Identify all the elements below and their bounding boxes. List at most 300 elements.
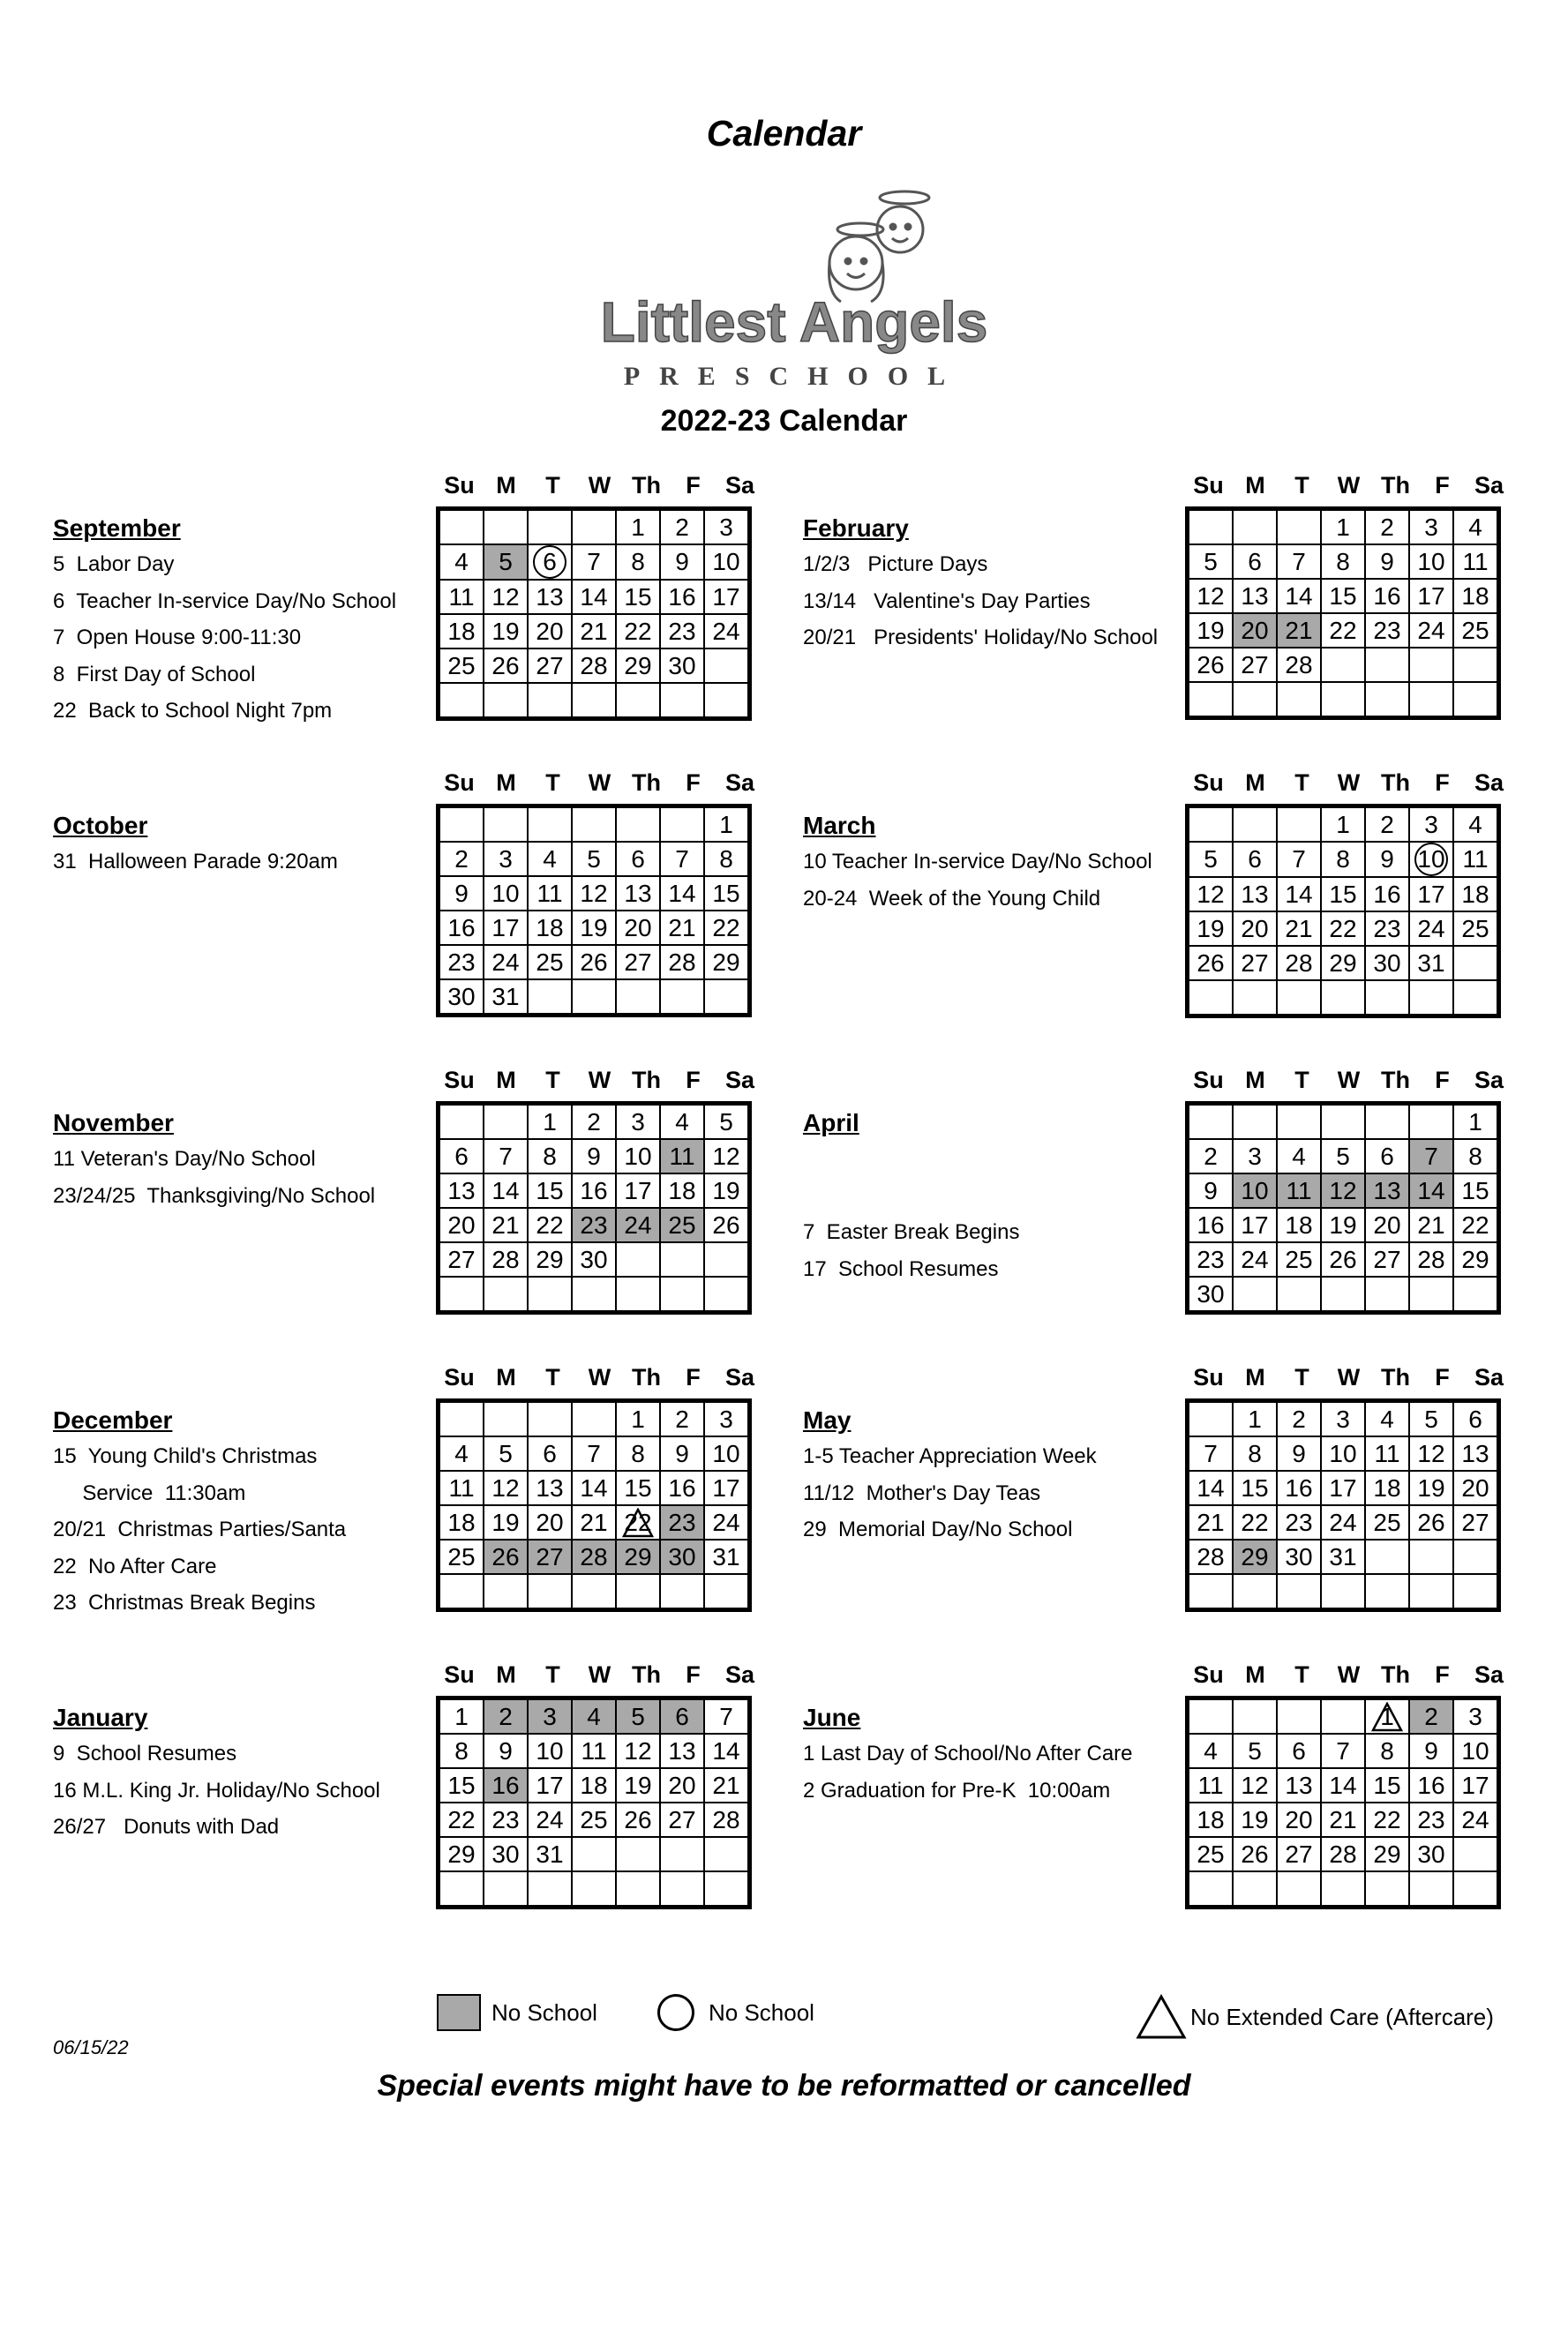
day-cell: 24 <box>528 1803 572 1837</box>
day-cell: 8 <box>439 1734 484 1768</box>
day-cell: 20 <box>1365 1208 1409 1242</box>
empty-cell <box>660 1871 704 1908</box>
day-cell: 10 <box>616 1139 660 1173</box>
weekday-label: Th <box>632 1364 661 1391</box>
day-cell: 2 <box>572 1104 616 1140</box>
weekday-label: W <box>588 1067 611 1093</box>
day-cell: 19 <box>616 1768 660 1803</box>
empty-cell <box>1365 1540 1409 1574</box>
empty-cell <box>1188 1574 1234 1610</box>
weekday-label: Su <box>1193 1661 1224 1688</box>
event-item: 20-24 Week of the Young Child <box>803 886 1101 911</box>
day-cell: 16 <box>1365 877 1409 911</box>
weekday-label: W <box>588 769 611 796</box>
empty-cell <box>439 1104 484 1140</box>
day-cell: 5 <box>1409 1401 1453 1437</box>
empty-cell <box>660 683 704 719</box>
day-cell: 12 <box>1188 579 1234 613</box>
weekday-label: T <box>545 769 560 796</box>
day-cell: 4 <box>1453 806 1499 843</box>
day-cell: 4 <box>572 1698 616 1735</box>
empty-cell <box>1188 1104 1234 1140</box>
day-cell: 6 <box>1453 1401 1499 1437</box>
empty-cell <box>439 1401 484 1437</box>
triangle-icon <box>1371 1702 1403 1732</box>
day-cell: 30 <box>1365 946 1409 980</box>
day-cell: 31 <box>1321 1540 1365 1574</box>
day-cell: 27 <box>528 648 572 683</box>
event-item: 1 Last Day of School/No After Care <box>803 1742 1133 1766</box>
empty-cell <box>1365 980 1409 1016</box>
shaded-square-icon <box>437 1994 481 2031</box>
day-cell: 18 <box>1453 579 1499 613</box>
empty-cell <box>1277 682 1321 718</box>
day-cell: 28 <box>1277 946 1321 980</box>
empty-cell <box>1453 1837 1499 1871</box>
day-cell: 7 <box>704 1698 750 1735</box>
empty-cell <box>1409 1574 1453 1610</box>
weekday-label: Sa <box>1474 1067 1504 1093</box>
empty-cell <box>1277 1104 1321 1140</box>
empty-cell <box>484 1871 528 1908</box>
legend-triangle-label: No Extended Care (Aftercare) <box>1190 2003 1494 2030</box>
day-cell: 15 <box>439 1768 484 1803</box>
empty-cell <box>1188 1698 1234 1735</box>
empty-cell <box>1409 1277 1453 1313</box>
weekday-header <box>436 1060 765 1101</box>
event-item: 16 M.L. King Jr. Holiday/No School <box>53 1778 380 1803</box>
empty-cell <box>1365 1574 1409 1610</box>
weekday-label: T <box>1294 1364 1309 1391</box>
day-cell: 11 <box>1453 544 1499 579</box>
empty-cell <box>528 1401 572 1437</box>
weekday-label: M <box>496 1661 516 1688</box>
day-cell: 21 <box>1321 1803 1365 1837</box>
day-cell: 28 <box>572 648 616 683</box>
weekday-label: W <box>1337 1067 1361 1093</box>
day-cell: 20 <box>1277 1803 1321 1837</box>
day-cell: 6 <box>1233 842 1277 877</box>
event-item: 22 No After Care <box>53 1554 217 1578</box>
day-cell: 14 <box>660 876 704 911</box>
event-item: 31 Halloween Parade 9:20am <box>53 850 338 874</box>
event-item: 23/24/25 Thanksgiving/No School <box>53 1183 376 1208</box>
weekday-header <box>436 762 765 804</box>
day-cell: 2 <box>1409 1698 1453 1735</box>
day-cell: 28 <box>572 1540 616 1574</box>
day-cell: 26 <box>1321 1242 1365 1277</box>
day-cell: 10 <box>1321 1436 1365 1471</box>
day-cell: 9 <box>572 1139 616 1173</box>
day-cell: 1 <box>616 509 660 545</box>
day-cell: 9 <box>484 1734 528 1768</box>
weekday-label: Th <box>632 1067 661 1093</box>
month-grid <box>1185 804 1501 1018</box>
day-cell: 10 <box>704 544 750 580</box>
day-cell: 13 <box>1233 579 1277 613</box>
day-cell: 12 <box>704 1139 750 1173</box>
empty-cell <box>1321 1574 1365 1610</box>
legend-triangle <box>1136 1994 1494 2040</box>
day-cell: 20 <box>528 1505 572 1540</box>
day-cell: 27 <box>1365 1242 1409 1277</box>
day-cell: 30 <box>572 1242 616 1277</box>
weekday-label: Sa <box>1474 1364 1504 1391</box>
day-cell <box>1409 842 1453 877</box>
weekday-label: Th <box>632 769 661 796</box>
angel-faces-icon <box>829 191 929 302</box>
day-cell: 28 <box>1321 1837 1365 1871</box>
empty-cell <box>1233 1277 1277 1313</box>
day-cell: 3 <box>616 1104 660 1140</box>
day-cell: 16 <box>439 911 484 945</box>
empty-cell <box>704 683 750 719</box>
day-cell: 20 <box>439 1208 484 1242</box>
event-item: 23 Christmas Break Begins <box>53 1591 316 1616</box>
weekday-label: F <box>1435 1661 1450 1688</box>
empty-cell <box>1277 806 1321 843</box>
day-cell: 7 <box>1277 544 1321 579</box>
day-cell: 3 <box>1409 509 1453 545</box>
empty-cell <box>1409 682 1453 718</box>
day-cell: 18 <box>1453 877 1499 911</box>
empty-cell <box>439 1871 484 1908</box>
day-cell: 4 <box>1188 1734 1234 1768</box>
day-cell: 22 <box>1321 613 1365 648</box>
day-cell: 3 <box>484 842 528 876</box>
day-cell: 25 <box>660 1208 704 1242</box>
day-cell: 25 <box>1277 1242 1321 1277</box>
day-cell: 3 <box>1321 1401 1365 1437</box>
empty-cell <box>704 1871 750 1908</box>
day-cell: 7 <box>572 1436 616 1471</box>
day-cell: 1 <box>439 1698 484 1735</box>
month-grid <box>1185 506 1501 720</box>
empty-cell <box>616 1574 660 1610</box>
day-cell: 13 <box>1277 1768 1321 1803</box>
day-cell: 9 <box>439 876 484 911</box>
day-cell: 28 <box>660 945 704 979</box>
weekday-label: W <box>1337 472 1361 499</box>
day-cell: 22 <box>1233 1505 1277 1540</box>
day-cell: 8 <box>1321 842 1365 877</box>
day-cell: 7 <box>1277 842 1321 877</box>
empty-cell <box>1365 1871 1409 1908</box>
day-cell: 8 <box>1453 1139 1499 1173</box>
day-cell: 5 <box>1321 1139 1365 1173</box>
day-cell: 5 <box>1188 544 1234 579</box>
revision-date: 06/15/22 <box>53 2036 129 2058</box>
day-cell: 29 <box>1453 1242 1499 1277</box>
empty-cell <box>1188 806 1234 843</box>
day-cell: 14 <box>1321 1768 1365 1803</box>
event-item: 17 School Resumes <box>803 1256 999 1281</box>
day-cell: 13 <box>528 1471 572 1505</box>
day-cell: 17 <box>1453 1768 1499 1803</box>
day-cell: 23 <box>1409 1803 1453 1837</box>
day-cell: 5 <box>484 1436 528 1471</box>
empty-cell <box>1321 648 1365 682</box>
day-cell: 21 <box>1409 1208 1453 1242</box>
day-cell: 6 <box>660 1698 704 1735</box>
empty-cell <box>1365 1277 1409 1313</box>
empty-cell <box>704 1242 750 1277</box>
day-cell: 17 <box>1409 877 1453 911</box>
day-cell: 19 <box>1233 1803 1277 1837</box>
day-cell: 4 <box>439 544 484 580</box>
day-cell: 16 <box>1409 1768 1453 1803</box>
day-cell: 24 <box>1409 911 1453 946</box>
day-cell: 28 <box>1188 1540 1234 1574</box>
weekday-label: Su <box>1193 769 1224 796</box>
day-cell: 14 <box>484 1173 528 1208</box>
day-cell: 14 <box>1277 579 1321 613</box>
empty-cell <box>1365 648 1409 682</box>
empty-cell <box>1409 1540 1453 1574</box>
event-item: 7 Easter Break Begins <box>803 1220 1020 1245</box>
empty-cell <box>1233 509 1277 545</box>
empty-cell <box>704 979 750 1016</box>
weekday-label: Sa <box>1474 472 1504 499</box>
weekday-label: W <box>588 1364 611 1391</box>
day-cell: 16 <box>1365 579 1409 613</box>
day-cell: 16 <box>484 1768 528 1803</box>
day-cell: 15 <box>1453 1173 1499 1208</box>
weekday-label: Th <box>1381 1661 1410 1688</box>
day-cell: 26 <box>484 1540 528 1574</box>
weekday-label: Su <box>444 769 475 796</box>
day-cell: 10 <box>704 1436 750 1471</box>
empty-cell <box>1321 1871 1365 1908</box>
weekday-label: Sa <box>1474 769 1504 796</box>
month-grid <box>436 1101 752 1315</box>
day-cell: 11 <box>1277 1173 1321 1208</box>
day-cell: 29 <box>1321 946 1365 980</box>
weekday-label: T <box>545 472 560 499</box>
weekday-label: W <box>1337 1661 1361 1688</box>
day-cell: 29 <box>528 1242 572 1277</box>
day-cell: 8 <box>1365 1734 1409 1768</box>
empty-cell <box>1453 1574 1499 1610</box>
day-cell: 24 <box>704 1505 750 1540</box>
empty-cell <box>439 509 484 545</box>
day-cell: 2 <box>1365 509 1409 545</box>
weekday-label: F <box>686 1067 701 1093</box>
empty-cell <box>660 1242 704 1277</box>
day-cell: 3 <box>1409 806 1453 843</box>
day-cell: 18 <box>660 1173 704 1208</box>
event-item: 1/2/3 Picture Days <box>803 552 988 577</box>
weekday-label: T <box>545 1364 560 1391</box>
day-cell: 13 <box>616 876 660 911</box>
day-cell: 19 <box>484 1505 528 1540</box>
weekday-label: Th <box>1381 769 1410 796</box>
calendar-february <box>1185 465 1514 720</box>
day-cell: 25 <box>1365 1505 1409 1540</box>
day-cell: 14 <box>704 1734 750 1768</box>
weekday-header <box>436 465 765 506</box>
day-cell: 18 <box>439 1505 484 1540</box>
weekday-label: M <box>496 472 516 499</box>
weekday-label: Th <box>632 472 661 499</box>
day-cell: 1 <box>616 1401 660 1437</box>
day-cell: 24 <box>1409 613 1453 648</box>
weekday-label: F <box>1435 472 1450 499</box>
event-item: 6 Teacher In-service Day/No School <box>53 588 397 613</box>
event-item: 20/21 Christmas Parties/Santa <box>53 1518 347 1542</box>
weekday-label: M <box>1245 1364 1265 1391</box>
day-cell: 3 <box>1453 1698 1499 1735</box>
day-cell: 2 <box>1188 1139 1234 1173</box>
weekday-label: M <box>496 1364 516 1391</box>
weekday-label: Su <box>444 1661 475 1688</box>
day-cell: 15 <box>1365 1768 1409 1803</box>
event-item: 11 Veteran's Day/No School <box>53 1147 316 1172</box>
weekday-label: Th <box>1381 1364 1410 1391</box>
weekday-label: M <box>1245 1661 1265 1688</box>
event-item: 15 Young Child's Christmas <box>53 1444 318 1469</box>
empty-cell <box>616 1837 660 1871</box>
weekday-label: Su <box>1193 1364 1224 1391</box>
day-cell: 30 <box>1409 1837 1453 1871</box>
day-cell: 23 <box>439 945 484 979</box>
empty-cell <box>1233 1698 1277 1735</box>
empty-cell <box>572 683 616 719</box>
day-cell: 29 <box>616 1540 660 1574</box>
calendar-subtitle: 2022-23 Calendar <box>660 404 908 438</box>
day-cell: 9 <box>1365 544 1409 579</box>
day-cell: 19 <box>1188 613 1234 648</box>
empty-cell <box>1188 1871 1234 1908</box>
empty-cell <box>528 1574 572 1610</box>
day-cell: 3 <box>528 1698 572 1735</box>
day-cell: 21 <box>660 911 704 945</box>
day-cell: 15 <box>616 1471 660 1505</box>
day-cell: 31 <box>704 1540 750 1574</box>
empty-cell <box>1409 1871 1453 1908</box>
calendar-october <box>436 762 765 1017</box>
day-cell: 17 <box>1321 1471 1365 1505</box>
day-cell: 20 <box>1453 1471 1499 1505</box>
events-december <box>53 1402 424 1621</box>
events-november <box>53 1105 424 1214</box>
day-cell: 5 <box>572 842 616 876</box>
day-cell: 30 <box>484 1837 528 1871</box>
empty-cell <box>1453 946 1499 980</box>
empty-cell <box>1188 682 1234 718</box>
empty-cell <box>1321 980 1365 1016</box>
day-cell: 24 <box>1321 1505 1365 1540</box>
empty-cell <box>484 1574 528 1610</box>
events-may <box>803 1402 1174 1548</box>
empty-cell <box>1409 980 1453 1016</box>
day-cell: 15 <box>1321 579 1365 613</box>
weekday-label: Sa <box>724 1661 755 1688</box>
month-name: September <box>53 514 181 542</box>
day-cell: 18 <box>439 614 484 648</box>
logo-sub: PRESCHOOL <box>623 362 965 390</box>
weekday-label: Th <box>1381 1067 1410 1093</box>
preschool-logo <box>596 187 993 390</box>
empty-cell <box>572 806 616 843</box>
day-cell: 12 <box>484 580 528 614</box>
day-cell: 29 <box>439 1837 484 1871</box>
day-cell: 20 <box>528 614 572 648</box>
empty-cell <box>439 1574 484 1610</box>
day-cell: 19 <box>572 911 616 945</box>
weekday-label: Su <box>444 1067 475 1093</box>
weekday-label: Sa <box>724 472 755 499</box>
day-cell: 7 <box>1409 1139 1453 1173</box>
empty-cell <box>1409 1104 1453 1140</box>
day-cell: 17 <box>616 1173 660 1208</box>
day-cell: 18 <box>572 1768 616 1803</box>
month-name: March <box>803 812 876 839</box>
day-cell: 15 <box>1233 1471 1277 1505</box>
day-cell: 12 <box>1188 877 1234 911</box>
weekday-label: T <box>1294 472 1309 499</box>
day-cell: 1 <box>528 1104 572 1140</box>
empty-cell <box>528 806 572 843</box>
calendar-january <box>436 1654 765 1909</box>
day-cell: 17 <box>1409 579 1453 613</box>
day-cell: 27 <box>616 945 660 979</box>
day-cell: 1 <box>1321 806 1365 843</box>
day-cell: 4 <box>1277 1139 1321 1173</box>
day-cell: 25 <box>439 648 484 683</box>
weekday-label: W <box>588 472 611 499</box>
day-cell: 17 <box>528 1768 572 1803</box>
calendar-december <box>436 1357 765 1612</box>
logo-brand: Littlest Angels <box>600 290 988 354</box>
weekday-label: F <box>1435 769 1450 796</box>
month-name: June <box>803 1704 861 1731</box>
day-cell: 5 <box>616 1698 660 1735</box>
day-cell: 2 <box>1277 1401 1321 1437</box>
day-cell: 9 <box>660 544 704 580</box>
empty-cell <box>1453 980 1499 1016</box>
empty-cell <box>660 1277 704 1313</box>
empty-cell <box>1233 806 1277 843</box>
empty-cell <box>1233 1871 1277 1908</box>
day-cell: 12 <box>572 876 616 911</box>
day-cell: 5 <box>1233 1734 1277 1768</box>
day-cell: 4 <box>660 1104 704 1140</box>
empty-cell <box>1277 509 1321 545</box>
day-cell: 29 <box>1233 1540 1277 1574</box>
day-cell: 21 <box>1188 1505 1234 1540</box>
day-cell: 26 <box>616 1803 660 1837</box>
day-cell: 22 <box>704 911 750 945</box>
day-cell: 16 <box>660 580 704 614</box>
empty-cell <box>572 509 616 545</box>
empty-cell <box>572 1574 616 1610</box>
day-cell: 26 <box>1188 648 1234 682</box>
day-cell <box>528 544 572 580</box>
day-cell: 26 <box>572 945 616 979</box>
empty-cell <box>484 806 528 843</box>
weekday-header <box>1185 465 1514 506</box>
event-item: 5 Labor Day <box>53 552 175 577</box>
day-cell: 6 <box>439 1139 484 1173</box>
day-cell: 24 <box>1453 1803 1499 1837</box>
day-cell: 27 <box>1277 1837 1321 1871</box>
legend-circle <box>657 1994 814 2031</box>
day-cell: 28 <box>484 1242 528 1277</box>
day-cell: 11 <box>528 876 572 911</box>
weekday-label: W <box>1337 1364 1361 1391</box>
day-cell: 27 <box>439 1242 484 1277</box>
